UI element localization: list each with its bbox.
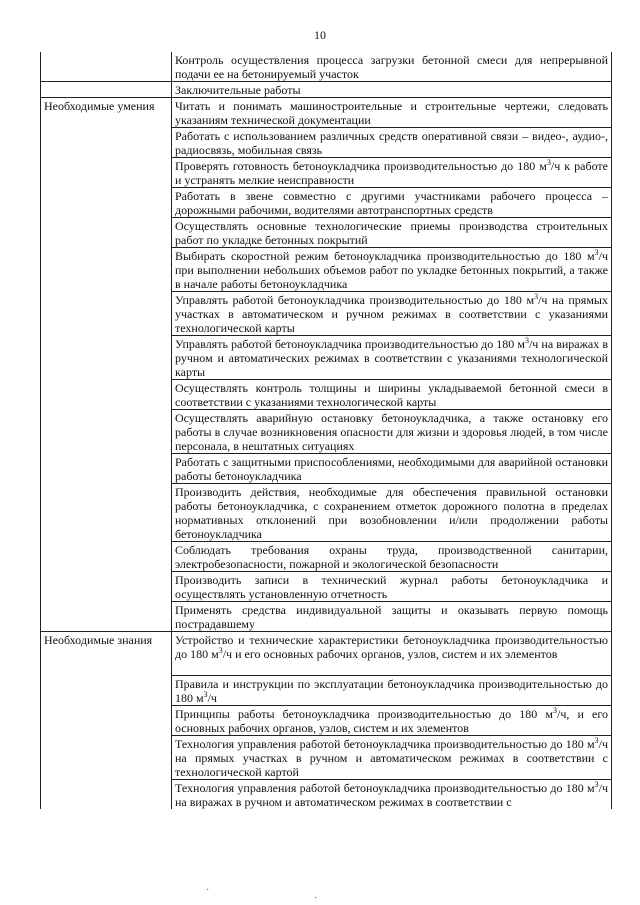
table-cell: Проверять готовность бетоноукладчика производительностью до 180 $м^3/ч$ к работе и устранять мелкие неисправности xyxy=(172,158,612,188)
table-cell: Производить действия, необходимые для обеспечения правильной остановки работы бетоноукладчика, с сохранением отметок дорожного полотна в пределах нормативных отклонений при возобновлении и/или продолжении работы бетоноукладчика xyxy=(172,484,612,542)
table-cell: Заключительные работы xyxy=(172,82,612,98)
table-cell: Применять средства индивидуальной защиты и оказывать первую помощь пострадавшему xyxy=(172,602,612,632)
table-cell: Управлять работой бетоноукладчика производительностью до 180 $м^3/ч$ на виражах в ручном и автоматических режимах в соответствии с указаниями технологической карты xyxy=(172,336,612,380)
table-cell: Осуществлять основные технологические приемы производства строительных работ по укладке бетонных покрытий xyxy=(172,218,612,248)
table-cell: Работать в звене совместно с другими участниками рабочего процесса – дорожными рабочими, водителями автотранспортных средств xyxy=(172,188,612,218)
table-cell: Устройство и технические характеристики бетоноукладчика производительностью до 180 $м^3/ч$ и его основных рабочих органов, узлов, систем и их элементов xyxy=(172,632,612,676)
knowledge-label: Необходимые знания xyxy=(44,633,153,647)
table-cell: Осуществлять аварийную остановку бетоноукладчика, а также остановку его работы в случае возникновения опасности для жизни и здоровья людей, в том числе персонала, в нештатных ситуациях xyxy=(172,410,612,454)
table-cell: Работать с защитными приспособлениями, необходимыми для аварийной остановки работы бетоноукладчика xyxy=(172,454,612,484)
table-cell: Выбирать скоростной режим бетоноукладчика производительностью до 180 $м^3/ч$ при выполнении небольших объемов работ по укладке бетонных покрытий, а также в начале работы бетоноукладчика xyxy=(172,248,612,292)
section-label xyxy=(41,632,172,810)
scan-mark: · xyxy=(206,885,210,896)
table-cell: Управлять работой бетоноукладчика производительностью до 180 $м^3/ч$ на прямых участках в автоматическом и ручном режимах в соответствии с указаниями технологической карты xyxy=(172,292,612,336)
page-number: 10 xyxy=(314,28,326,42)
skills-label: Необходимые умения xyxy=(44,99,155,113)
table-cell: Работать с использованием различных средств оперативной связи – видео-, аудио-, радиосвязь, мобильная связь xyxy=(172,128,612,158)
table-cell: Правила и инструкции по эксплуатации бетоноукладчика производительностью до 180 $м^3/ч$ xyxy=(172,676,612,706)
competency-table xyxy=(40,52,612,809)
table-row xyxy=(41,98,612,128)
scan-mark: · xyxy=(314,893,318,904)
table-cell: Осуществлять контроль толщины и ширины укладываемой бетонной смеси в соответствии с указаниями технологической карты xyxy=(172,380,612,410)
table-row xyxy=(41,52,612,82)
empty-label-cell xyxy=(41,82,172,98)
table-row xyxy=(41,632,612,676)
table-cell: Контроль осуществления процесса загрузки бетонной смеси для непрерывной подачи ее на бетонируемый участок xyxy=(172,52,612,82)
table-cell: Читать и понимать машиностроительные и строительные чертежи, следовать указаниям технической документации xyxy=(172,98,612,128)
section-label xyxy=(41,98,172,632)
table-cell: Производить записи в технический журнал работы бетоноукладчика и осуществлять установленную отчетность xyxy=(172,572,612,602)
table-cell: Технология управления работой бетоноукладчика производительностью до 180 $м^3/ч$ на прямых участках в ручном и автоматическом режимах в соответствии с технологической картой xyxy=(172,736,612,780)
table-cell: Принципы работы бетоноукладчика производительностью до 180 $м^3/ч$, и его основных рабочих органов, узлов, систем и их элементов xyxy=(172,706,612,736)
empty-label-cell xyxy=(41,52,172,82)
table-cell: Технология управления работой бетоноукладчика производительностью до 180 $м^3/ч$ на виражах в ручном и автоматическом режимах в соответствии с xyxy=(172,780,612,810)
table-cell: Соблюдать требования охраны труда, производственной санитарии, электробезопасности, пожарной и экологической безопасности xyxy=(172,542,612,572)
table-row xyxy=(41,82,612,98)
